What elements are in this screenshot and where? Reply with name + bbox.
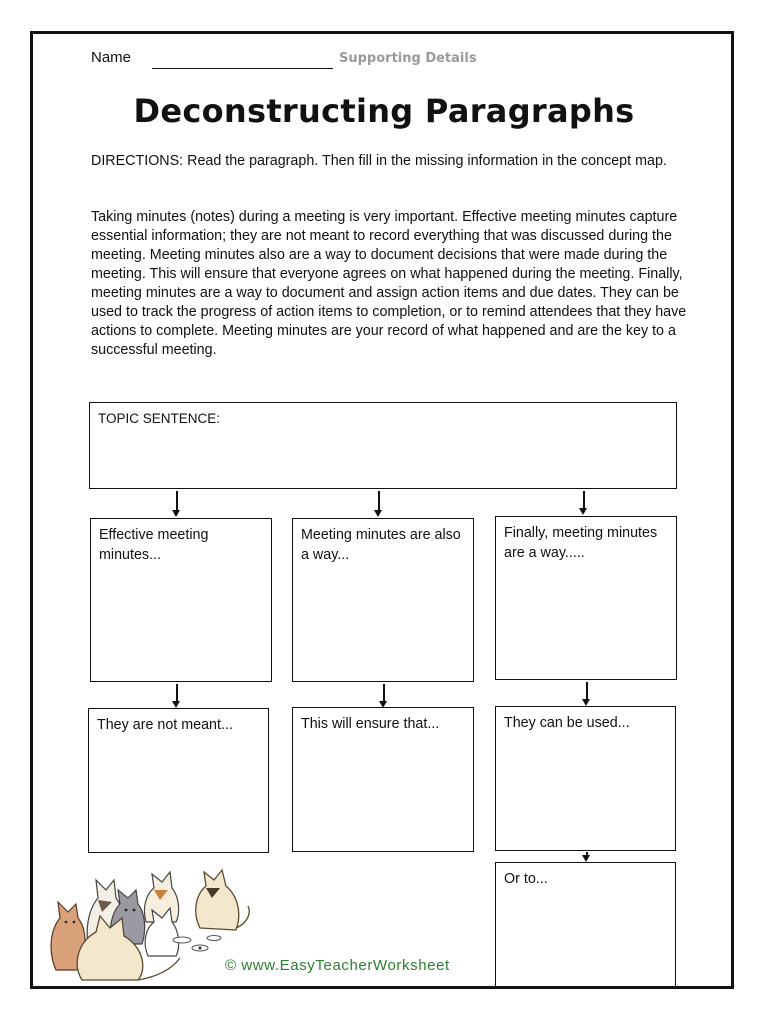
extra-detail-box[interactable]	[495, 862, 676, 987]
directions-text: DIRECTIONS: Read the paragraph. Then fill in the missing information in the concept map.	[91, 153, 667, 169]
arrow-down-icon	[379, 684, 388, 708]
subject-label: Supporting Details	[339, 51, 477, 66]
topic-sentence-box[interactable]	[89, 402, 677, 489]
worksheet-title: Deconstructing Paragraphs	[133, 92, 635, 130]
detail-box-1[interactable]	[90, 518, 272, 682]
supporting-prompt-1: They are not meant...	[97, 717, 233, 733]
detail-prompt-3: Finally, meeting minutes are a way.....	[504, 525, 658, 561]
extra-detail-prompt: Or to...	[504, 871, 548, 887]
arrow-down-icon	[374, 491, 383, 517]
website-watermark: © www.EasyTeacherWorksheet	[225, 957, 450, 974]
supporting-prompt-2: This will ensure that...	[301, 716, 440, 732]
arrow-down-icon	[582, 852, 591, 862]
supporting-prompt-3: They can be used...	[504, 715, 630, 731]
reading-paragraph: Taking minutes (notes) during a meeting is very important. Effective meeting minutes capture essential information; they are not meant to record everything that was discussed during the meeting. Meeting minutes also are a way to document decisions that were made during the meeting. This will ensure that everyone agrees on what happened during the meeting. Finally, meeting minutes are a way to document and assign action items and due dates. They can be used to track the progress of action items to completion, or to remind attendees that they have actions to complete. Meeting minutes are your record of what happened and are the key to a successful meeting.	[91, 209, 687, 358]
arrow-down-icon	[579, 491, 588, 515]
detail-box-2[interactable]	[292, 518, 474, 682]
name-blank-line[interactable]	[152, 68, 333, 69]
arrow-down-icon	[172, 684, 181, 708]
topic-sentence-label: TOPIC SENTENCE:	[98, 411, 221, 426]
arrow-down-icon	[582, 682, 591, 706]
detail-prompt-2: Meeting minutes are also a way...	[301, 527, 461, 563]
arrow-down-icon	[172, 491, 181, 517]
supporting-box-2[interactable]	[292, 707, 474, 852]
supporting-box-3[interactable]	[495, 706, 676, 851]
detail-box-3[interactable]	[495, 516, 677, 680]
name-label: Name	[91, 49, 132, 66]
detail-prompt-1: Effective meeting minutes...	[99, 527, 209, 563]
supporting-box-1[interactable]	[88, 708, 269, 853]
